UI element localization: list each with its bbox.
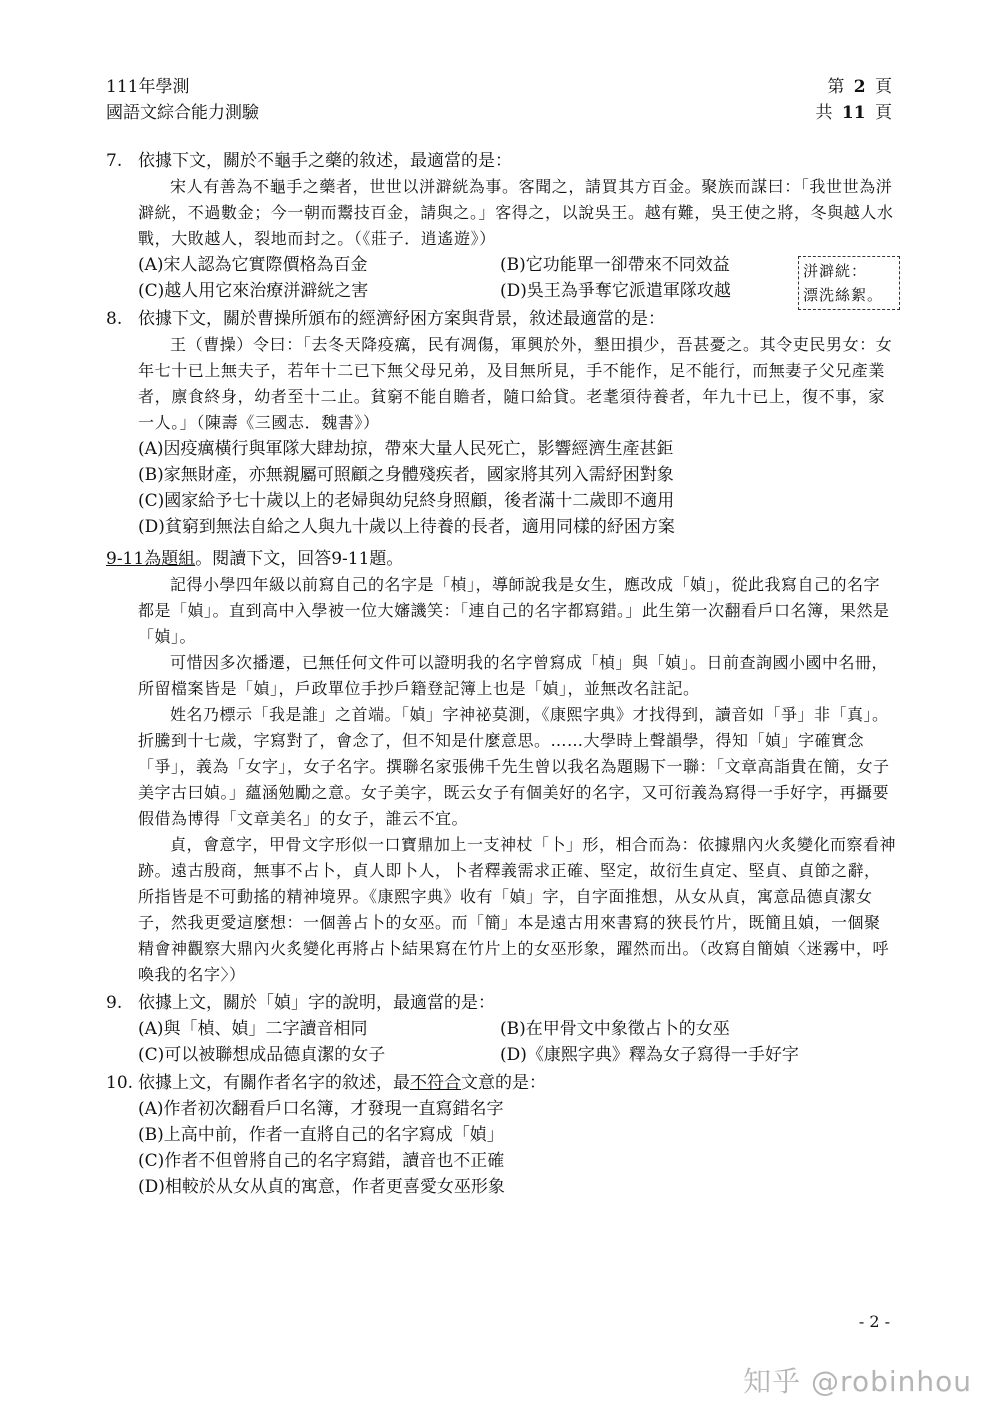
option-a[interactable]: (A)與「楨、媜」二字讀音相同 bbox=[138, 1019, 368, 1039]
question-8 bbox=[106, 306, 896, 332]
option-d[interactable]: (D)相較於从女从貞的寓意，作者更喜愛女巫形象 bbox=[138, 1177, 505, 1197]
question-7 bbox=[106, 148, 896, 174]
header-right bbox=[816, 74, 892, 126]
page-prefix: 第 bbox=[827, 77, 845, 97]
passage-paragraph-3: 姓名乃標示「我是誰」之首端。「媜」字神祕莫測，《康熙字典》才找得到，讀音如「爭」非「真」。折騰到十七歲，字寫對了，會念了，但不知是什麼意思。……大學時上聲韻學，得知「媜」字確實念「爭」，義為「女字」，女子名字。撰聯名家張佛千先生曾以我名為題賜下一聯：「文章高詣貴在簡，女子美字古曰媜。」蘊涵勉勵之意。女子美字，既云女子有個美好的名字，又可衍義為寫得一手好字，再攝要假借為博得「文章美名」的女子，誰云不宜。 bbox=[138, 705, 890, 828]
option-b[interactable]: (B)它功能單一卻帶來不同效益 bbox=[500, 255, 730, 275]
exam-subject: 國語文綜合能力測驗 bbox=[106, 103, 259, 123]
question-stem: 依據下文，關於不龜手之藥的敘述，最適當的是： bbox=[138, 151, 512, 171]
option-b[interactable]: (B)家無財產，亦無親屬可照顧之身體殘疾者，國家將其列入需紓困對象 bbox=[138, 465, 674, 485]
question-stem-emphasis: 不符合 bbox=[410, 1073, 461, 1093]
option-d[interactable]: (D)《康熙字典》釋為女子寫得一手好字 bbox=[500, 1045, 799, 1065]
question-stem-pre: 依據上文，有關作者名字的敘述，最 bbox=[138, 1073, 410, 1093]
header-left bbox=[106, 74, 259, 126]
option-c[interactable]: (C)作者不但曾將自己的名字寫錯，讀音也不正確 bbox=[138, 1151, 505, 1171]
question-7-passage bbox=[106, 174, 896, 252]
reading-passage bbox=[106, 572, 896, 988]
exam-year: 111年學測 bbox=[106, 77, 190, 97]
option-c[interactable]: (C)可以被聯想成品德貞潔的女子 bbox=[138, 1045, 386, 1065]
question-10-options bbox=[106, 1096, 896, 1200]
question-stem: 依據上文，關於「媜」字的說明，最適當的是： bbox=[138, 993, 495, 1013]
page-total-line bbox=[816, 100, 892, 126]
page-footer-number: - 2 - bbox=[858, 1312, 890, 1331]
question-7-options bbox=[106, 252, 896, 304]
question-8-passage bbox=[106, 332, 896, 436]
question-number: 10. bbox=[106, 1073, 134, 1093]
page-number-line bbox=[816, 74, 892, 100]
question-8-options bbox=[106, 436, 896, 540]
total-suffix: 頁 bbox=[875, 103, 892, 123]
passage-paragraph-1: 記得小學四年級以前寫自己的名字是「楨」，導師說我是女生，應改成「媜」，從此我寫自己的名字都是「媜」。直到高中入學被一位大嬸譏笑：「連自己的名字都寫錯。」此生第一次翻看戶口名簿，果然是「媜」。 bbox=[138, 575, 890, 646]
option-a[interactable]: (A)作者初次翻看戶口名簿，才發現一直寫錯名字 bbox=[138, 1099, 504, 1119]
vocabulary-note bbox=[798, 256, 900, 310]
option-b[interactable]: (B)上高中前，作者一直將自己的名字寫成「媜」 bbox=[138, 1125, 504, 1145]
question-stem: 依據下文，關於曹操所頒布的經濟紓困方案與背景，敘述最適當的是： bbox=[138, 309, 665, 329]
group-label: 9-11為題組 bbox=[106, 549, 196, 569]
question-stem-post: 文意的是： bbox=[461, 1073, 546, 1093]
question-number: 9. bbox=[106, 993, 123, 1013]
option-c[interactable]: (C)國家給予七十歲以上的老婦與幼兒終身照顧，後者滿十二歲即不適用 bbox=[138, 491, 675, 511]
page-content bbox=[106, 146, 896, 1200]
option-b[interactable]: (B)在甲骨文中象徵占卜的女巫 bbox=[500, 1019, 730, 1039]
question-group-heading bbox=[106, 546, 896, 572]
question-9 bbox=[106, 990, 896, 1016]
question-9-options bbox=[106, 1016, 896, 1068]
total-prefix: 共 bbox=[815, 103, 833, 123]
page-suffix: 頁 bbox=[875, 77, 892, 97]
page-total: 11 bbox=[841, 103, 866, 123]
option-a[interactable]: (A)因疫癘橫行與軍隊大肆劫掠，帶來大量人民死亡，影響經濟生產甚鉅 bbox=[138, 439, 674, 459]
option-a[interactable]: (A)宋人認為它實際價格為百金 bbox=[138, 255, 368, 275]
question-10 bbox=[106, 1070, 896, 1096]
option-d[interactable]: (D)吳王為爭奪它派遣軍隊攻越 bbox=[500, 281, 731, 301]
option-d[interactable]: (D)貧窮到無法自給之人與九十歲以上待養的長者，適用同樣的紓困方案 bbox=[138, 517, 675, 537]
passage-text: 王（曹操）令曰：「去冬天降疫癘，民有凋傷，軍興於外，墾田損少，吾甚憂之。其令吏民男女：女年七十已上無夫子，若年十二已下無父母兄弟，及目無所見，手不能作，足不能行，而無妻子父兄產業者，廪食終身，幼者至十二止。貧窮不能自贍者，隨口給貸。老耄須待養者，年九十已上，復不事，家一人。」（陳壽《三國志．魏書》） bbox=[138, 335, 893, 432]
question-number: 8. bbox=[106, 309, 123, 329]
watermark: 知乎 @robinhou bbox=[743, 1365, 972, 1398]
passage-paragraph-4: 貞，會意字，甲骨文字形似一口寶鼎加上一支神杖「卜」形，相合而為：依據鼎內火炙變化而察看神跡。遠古殷商，無事不占卜，貞人即卜人，卜者釋義需求正確、堅定，故衍生貞定、堅貞、貞節之辭，所指皆是不可動搖的精神境界。《康熙字典》收有「媜」字，自字面推想，从女从貞，寓意品德貞潔女子，然我更愛這麼想：一個善占卜的女巫。而「簡」本是遠古用來書寫的狹長竹片，既簡且媜，一個聚精會神觀察大鼎內火炙變化再將占卜結果寫在竹片上的女巫形象，躍然而出。（改寫自簡媜〈迷霧中，呼喚我的名字〉） bbox=[138, 835, 897, 984]
passage-text: 宋人有善為不龜手之藥者，世世以洴澼絖為事。客聞之，請買其方百金。聚族而謀曰：「我世世為洴澼絖，不過數金；今一朝而鬻技百金，請與之。」客得之，以說吳王。越有難，吳王使之將，冬與越人水戰，大敗越人，裂地而封之。（《莊子．逍遙遊》） bbox=[138, 177, 894, 248]
question-number: 7. bbox=[106, 151, 123, 171]
passage-paragraph-2: 可惜因多次播遷，已無任何文件可以證明我的名字曾寫成「楨」與「媜」。日前查詢國小國中名冊，所留檔案皆是「媜」，戶政單位手抄戶籍登記簿上也是「媜」，並無改名註記。 bbox=[138, 653, 889, 698]
note-definition: 漂洗絲絮。 bbox=[803, 286, 884, 304]
option-c[interactable]: (C)越人用它來治療洴澼絖之害 bbox=[138, 281, 369, 301]
note-term: 洴澼絖： bbox=[803, 262, 868, 280]
page-current: 2 bbox=[853, 77, 866, 97]
group-instruction: 。閱讀下文，回答9-11題。 bbox=[195, 549, 404, 569]
